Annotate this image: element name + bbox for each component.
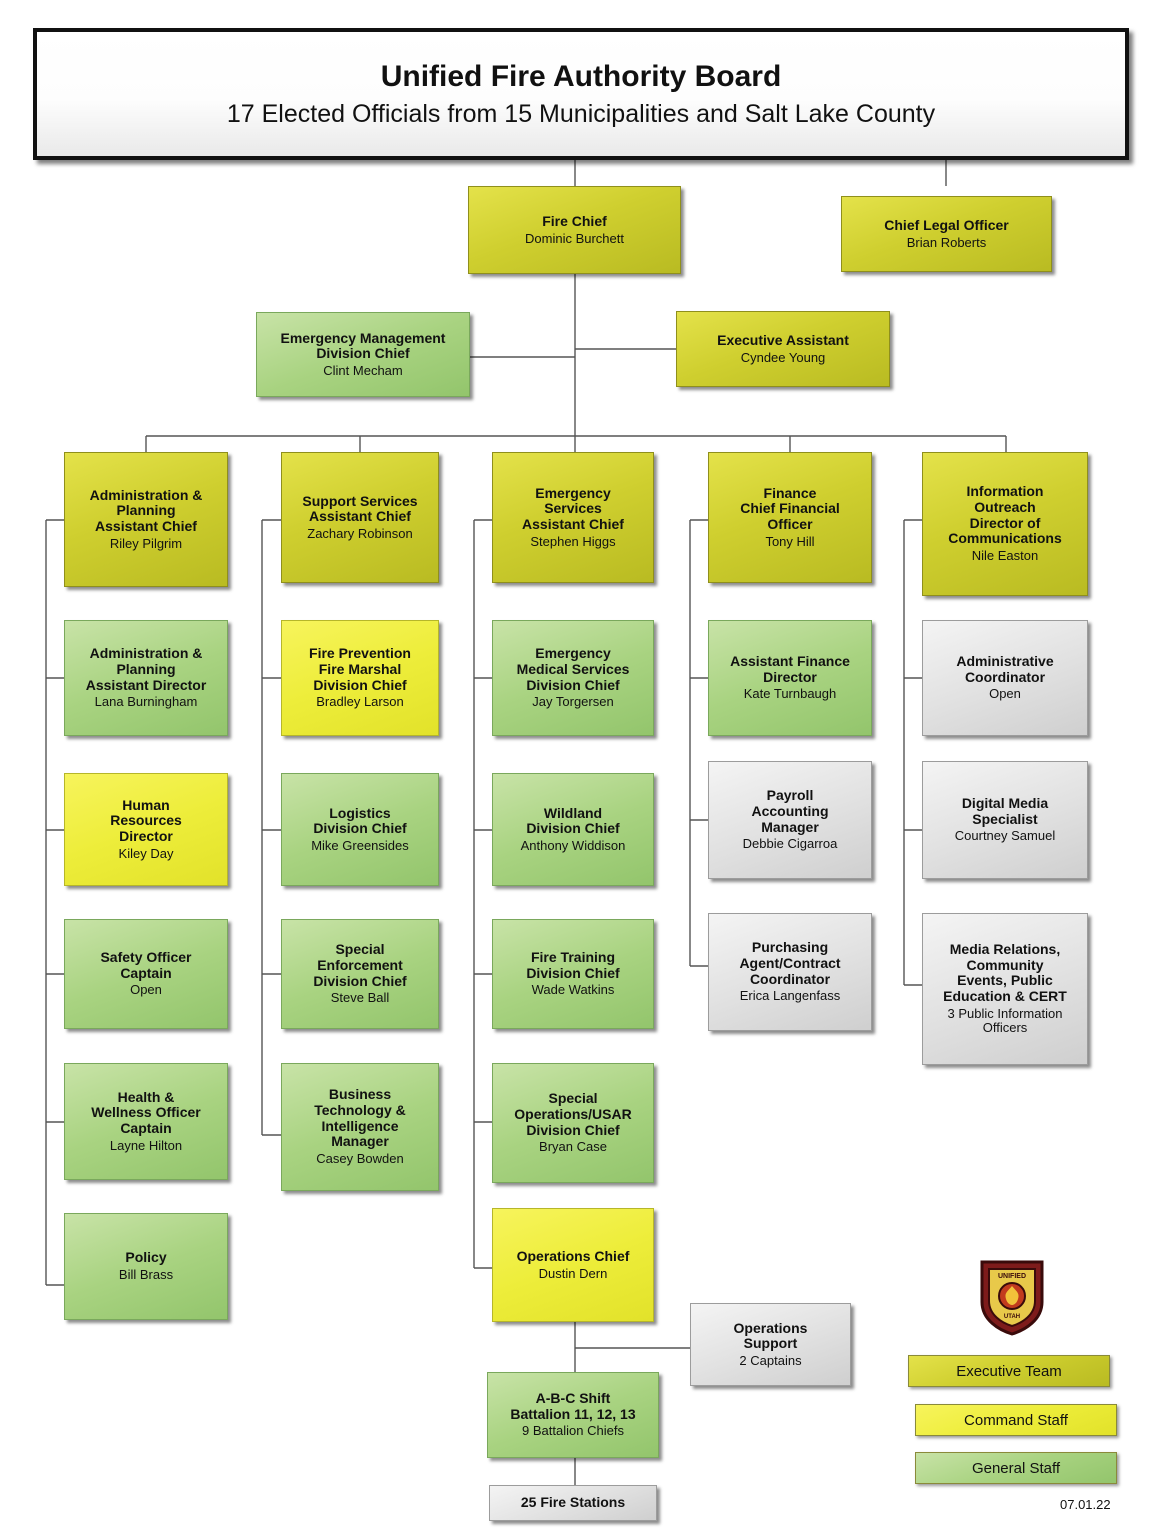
node-assistant-finance-director[interactable] bbox=[708, 620, 872, 736]
node-media-relations[interactable] bbox=[922, 913, 1088, 1065]
node-title: Administrative Coordinator bbox=[956, 653, 1054, 685]
node-subtitle: 2 Captains bbox=[739, 1352, 802, 1368]
svg-text:UTAH: UTAH bbox=[1003, 1314, 1021, 1320]
node-administration-planning-assistant-chief[interactable] bbox=[64, 452, 228, 587]
legend-label: Executive Team bbox=[956, 1362, 1062, 1380]
legend-label: Command Staff bbox=[964, 1411, 1068, 1429]
node-health-wellness-officer[interactable] bbox=[64, 1063, 228, 1180]
node-executive-assistant[interactable] bbox=[676, 311, 890, 387]
node-subtitle: Riley Pilgrim bbox=[109, 535, 183, 551]
node-title: Purchasing Agent/Contract Coordinator bbox=[739, 939, 841, 987]
node-fire-prevention-fire-marshal[interactable] bbox=[281, 620, 439, 736]
node-subtitle: Lana Burningham bbox=[94, 694, 198, 710]
node-policy[interactable] bbox=[64, 1213, 228, 1320]
node-title: Fire Training Division Chief bbox=[526, 949, 620, 981]
node-information-outreach-director[interactable] bbox=[922, 452, 1088, 596]
node-subtitle: Courtney Samuel bbox=[954, 828, 1056, 844]
node-payroll-accounting-manager[interactable] bbox=[708, 761, 872, 879]
node-subtitle: Dustin Dern bbox=[538, 1265, 608, 1281]
node-subtitle: Open bbox=[130, 982, 162, 998]
node-title: Information Outreach Director of Communications bbox=[948, 483, 1062, 547]
node-subtitle: Anthony Widdison bbox=[520, 837, 626, 853]
node-title: Operations Chief bbox=[516, 1247, 630, 1264]
chart-date: 07.01.22 bbox=[1060, 1497, 1111, 1512]
legend-executive-team bbox=[908, 1355, 1110, 1387]
node-subtitle: Bryan Case bbox=[539, 1139, 607, 1155]
unified-fire-authority-logo-icon bbox=[977, 1258, 1047, 1336]
node-human-resources-director[interactable] bbox=[64, 773, 228, 886]
node-title: 25 Fire Stations bbox=[520, 1494, 626, 1511]
node-subtitle: Kate Turnbaugh bbox=[743, 686, 837, 702]
node-title: Administration & Planning Assistant Chief bbox=[89, 486, 203, 535]
node-logistics-division-chief[interactable] bbox=[281, 773, 439, 886]
node-subtitle: Debbie Cigarroa bbox=[742, 836, 838, 852]
node-administrative-coordinator[interactable] bbox=[922, 620, 1088, 736]
node-subtitle: Stephen Higgs bbox=[530, 533, 616, 549]
node-subtitle: Steve Ball bbox=[330, 990, 390, 1006]
node-fire-training-division-chief[interactable] bbox=[492, 919, 654, 1029]
legend-general-staff bbox=[915, 1452, 1117, 1484]
node-title: Health & Wellness Officer Captain bbox=[91, 1088, 201, 1137]
banner-title: Unified Fire Authority Board bbox=[380, 59, 782, 93]
node-special-operations-usar[interactable] bbox=[492, 1063, 654, 1183]
node-operations-chief[interactable] bbox=[492, 1208, 654, 1322]
node-title: Business Technology & Intelligence Manager bbox=[314, 1086, 406, 1150]
node-digital-media-specialist[interactable] bbox=[922, 761, 1088, 879]
node-title: Policy bbox=[125, 1249, 167, 1266]
node-subtitle: Erica Langenfass bbox=[739, 988, 841, 1004]
node-chief-legal-officer[interactable] bbox=[841, 196, 1052, 272]
node-subtitle: Dominic Burchett bbox=[525, 230, 624, 246]
node-purchasing-agent-contract-coordinator[interactable] bbox=[708, 913, 872, 1031]
node-subtitle: Kiley Day bbox=[118, 845, 174, 861]
node-subtitle: Casey Bowden bbox=[316, 1151, 404, 1167]
node-title: Payroll Accounting Manager bbox=[751, 787, 829, 835]
node-fire-stations[interactable] bbox=[489, 1485, 657, 1521]
node-subtitle: Bill Brass bbox=[118, 1267, 174, 1283]
legend-label: General Staff bbox=[971, 1459, 1061, 1477]
node-title: Fire Chief bbox=[542, 212, 607, 229]
legend-command-staff bbox=[915, 1404, 1117, 1436]
node-subtitle: 9 Battalion Chiefs bbox=[522, 1423, 624, 1439]
node-title: Finance Chief Financial Officer bbox=[740, 484, 840, 533]
node-emergency-medical-services[interactable] bbox=[492, 620, 654, 736]
node-finance-cfo[interactable] bbox=[708, 452, 872, 583]
node-operations-support[interactable] bbox=[690, 1303, 851, 1386]
node-title: Assistant Finance Director bbox=[730, 653, 850, 685]
node-title: Wildland Division Chief bbox=[526, 804, 620, 837]
node-title: Administration & Planning Assistant Director bbox=[85, 645, 207, 693]
node-subtitle: Cyndee Young bbox=[740, 349, 826, 365]
node-subtitle: Zachary Robinson bbox=[307, 525, 413, 541]
svg-text:UNIFIED: UNIFIED bbox=[998, 1273, 1026, 1280]
node-title: Emergency Medical Services Division Chief bbox=[516, 645, 630, 693]
node-subtitle: Brian Roberts bbox=[906, 234, 987, 250]
page-title bbox=[33, 28, 1129, 160]
node-business-technology-intelligence-manager[interactable] bbox=[281, 1063, 439, 1191]
node-emergency-management[interactable] bbox=[256, 312, 470, 397]
node-title: Emergency Management Division Chief bbox=[280, 329, 446, 362]
node-administration-planning-assistant-director[interactable] bbox=[64, 620, 228, 736]
node-abc-shift-battalion[interactable] bbox=[487, 1372, 659, 1458]
node-subtitle: Wade Watkins bbox=[531, 982, 615, 998]
node-subtitle: Clint Mecham bbox=[323, 362, 403, 378]
node-title: Executive Assistant bbox=[717, 331, 849, 348]
node-safety-officer[interactable] bbox=[64, 919, 228, 1029]
node-title: Fire Prevention Fire Marshal Division Chief bbox=[309, 645, 411, 693]
node-subtitle: Bradley Larson bbox=[316, 694, 404, 710]
node-subtitle: Jay Torgersen bbox=[532, 694, 614, 710]
node-title: Human Resources Director bbox=[110, 796, 182, 845]
node-subtitle: Mike Greensides bbox=[311, 837, 409, 853]
node-title: Safety Officer Captain bbox=[100, 949, 192, 981]
node-title: Logistics Division Chief bbox=[313, 804, 407, 837]
node-emergency-services-assistant-chief[interactable] bbox=[492, 452, 654, 583]
node-subtitle: Tony Hill bbox=[765, 533, 815, 549]
node-title: Special Operations/USAR Division Chief bbox=[514, 1090, 632, 1138]
node-title: Digital Media Specialist bbox=[961, 795, 1049, 827]
node-title: Media Relations, Community Events, Public Education & CERT bbox=[943, 941, 1067, 1005]
node-title: A-B-C Shift Battalion 11, 12, 13 bbox=[510, 1390, 636, 1422]
node-wildland-division-chief[interactable] bbox=[492, 773, 654, 886]
node-subtitle: Open bbox=[989, 686, 1021, 702]
node-special-enforcement-division-chief[interactable] bbox=[281, 919, 439, 1029]
node-title: Special Enforcement Division Chief bbox=[313, 941, 407, 989]
node-subtitle: Layne Hilton bbox=[109, 1137, 183, 1153]
node-title: Support Services Assistant Chief bbox=[302, 492, 418, 525]
banner-subtitle: 17 Elected Officials from 15 Municipalities and Salt Lake County bbox=[226, 99, 936, 128]
node-title: Emergency Services Assistant Chief bbox=[522, 484, 624, 533]
node-title: Operations Support bbox=[733, 1319, 808, 1352]
node-subtitle: 3 Public Information Officers bbox=[947, 1005, 1063, 1036]
node-title: Chief Legal Officer bbox=[884, 216, 1009, 233]
node-fire-chief[interactable] bbox=[468, 186, 681, 274]
node-subtitle: Nile Easton bbox=[971, 548, 1039, 564]
node-support-services-assistant-chief[interactable] bbox=[281, 452, 439, 583]
